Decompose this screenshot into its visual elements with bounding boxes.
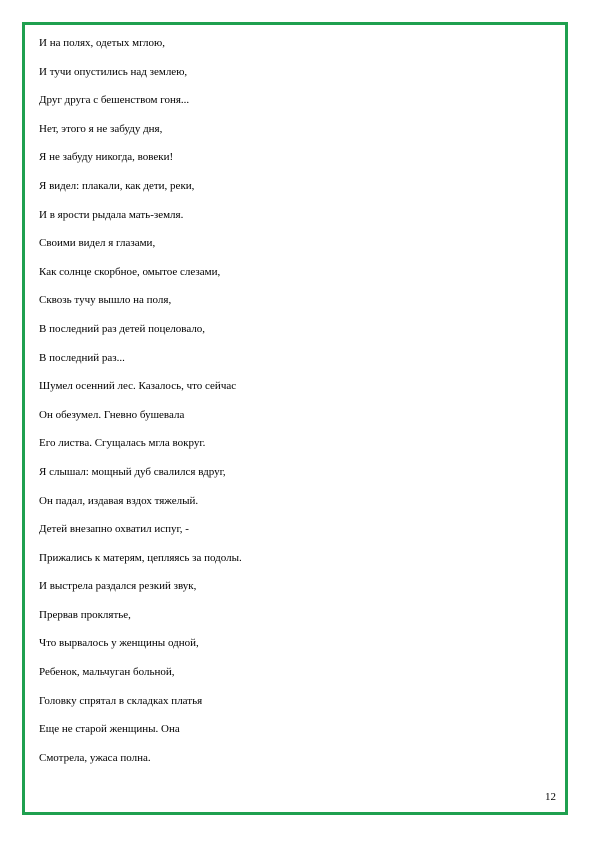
poem-line: Еще не старой женщины. Она	[39, 723, 180, 736]
poem-line: Я видел: плакали, как дети, реки,	[39, 179, 195, 192]
poem-line: Своими видел я глазами,	[39, 237, 156, 250]
poem-line: Друг друга с бешенством гоня...	[39, 94, 190, 107]
poem-line: Я не забуду никогда, вовеки!	[39, 151, 174, 164]
poem-line: Я слышал: мощный дуб свалился вдруг,	[39, 465, 226, 478]
poem-line: В последний раз детей поцеловало,	[39, 322, 206, 335]
poem-line: Что вырвалось у женщины одной,	[39, 637, 199, 650]
poem-line: И на полях, одетых мглою,	[39, 37, 165, 49]
poem-line: Ребенок, мальчуган больной,	[39, 666, 175, 679]
poem-line: Смотрела, ужаса полна.	[39, 751, 151, 764]
poem-line: Он обезумел. Гневно бушевала	[39, 408, 185, 421]
poem-line: Сквозь тучу вышло на поля,	[39, 294, 172, 307]
poem-line: И выстрела раздался резкий звук,	[39, 580, 197, 593]
poem-line: Он падал, издавая вздох тяжелый.	[39, 494, 199, 507]
poem-text	[39, 36, 242, 779]
poem-line: Головку спрятал в складках платья	[39, 694, 203, 707]
poem-line: Прервав проклятье,	[39, 608, 131, 621]
page-number: 12	[545, 791, 556, 803]
poem-line: Как солнце скорбное, омытое слезами,	[39, 265, 221, 278]
poem-line: Его листва. Сгущалась мгла вокруг.	[39, 437, 206, 450]
poem-line: И в ярости рыдала мать-земля.	[39, 208, 184, 221]
poem-line: И тучи опустились над землею,	[39, 65, 188, 78]
poem-line: Прижались к матерям, цепляясь за подолы.	[39, 551, 242, 564]
poem-line: Детей внезапно охватил испуг, -	[39, 523, 189, 536]
poem-line: В последний раз...	[39, 351, 125, 364]
poem-line: Нет, этого я не забуду дня,	[39, 122, 163, 135]
poem-line: Шумел осенний лес. Казалось, что сейчас	[39, 380, 237, 393]
